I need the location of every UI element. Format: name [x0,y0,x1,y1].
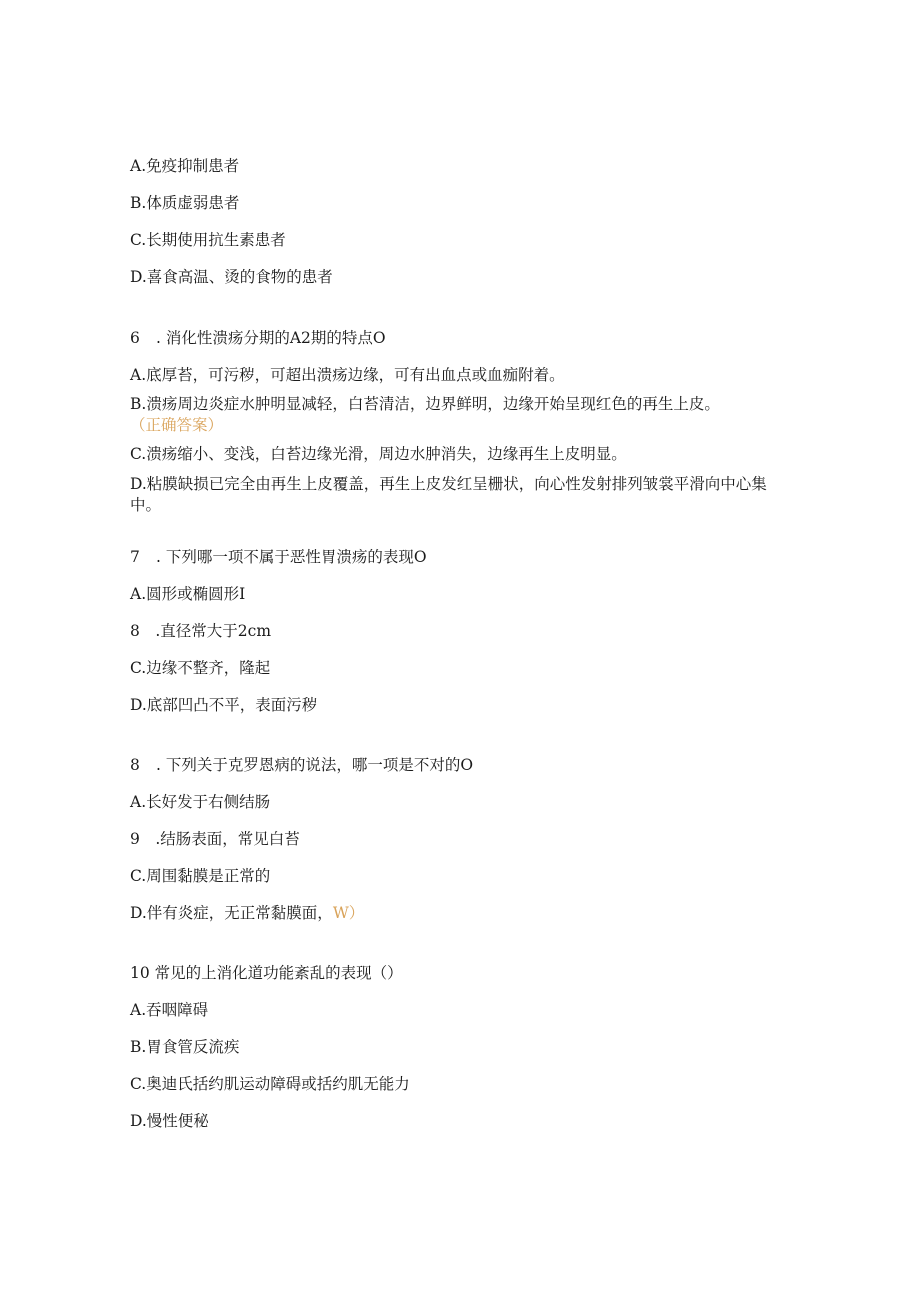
q6-stem-text: . 消化性溃疡分期的A2期的特点O [156,329,386,347]
q6-option-d: D.粘膜缺损已完全由再生上皮覆盖，再生上皮发红呈栅状，向心性发射排列皱裳平滑向中心集中。 [130,475,767,514]
q7-stem-text: . 下列哪一项不属于恶性胃溃疡的表现O [156,548,427,566]
q10-option-c: C.奥迪氏括约肌运动障碍或括约肌无能力 [130,1075,410,1093]
q6-stem [130,327,790,349]
q8-stem [130,754,790,776]
q5-option-a: A.免疫抑制患者 [130,157,240,175]
q10-option-d: D.慢性便秘 [130,1112,209,1130]
q5-option-c: C.长期使用抗生素患者 [130,231,286,249]
q7-option-d: D.底部凹凸不平，表面污秽 [130,696,318,714]
q5-option-b: B.体质虚弱患者 [130,194,240,212]
q8-option-d-text: D.伴有炎症，无正常黏膜面， [130,904,333,922]
q8-option-b: 9 .结肠表面，常见白苔 [130,830,300,848]
q7-stem [130,546,790,568]
q8-option-d [130,902,790,924]
q7-option-b: 8 .直径常大于2cm [130,622,272,640]
q8-option-c: C.周围黏膜是正常的 [130,867,271,885]
q7-option-c: C.边缘不整齐，隆起 [130,659,271,677]
q8-stem-text: . 下列关于克罗恩病的说法，哪一项是不对的O [156,756,474,774]
q6-correct-answer-mark: （正确答案） [130,416,224,434]
q6-option-b-text: B.溃疡周边炎症水肿明显减轻，白苔清洁，边界鲜明，边缘开始呈现红色的再生上皮。 [130,395,720,413]
q10-stem: 10 常见的上消化道功能紊乱的表现（） [130,964,403,982]
q8-number: 8 [130,756,140,774]
q10-option-a: A.吞咽障碍 [130,1001,209,1019]
q6-number: 6 [130,329,140,347]
q8-option-a: A.长好发于右侧结肠 [130,793,271,811]
q10-option-b: B.胃食管反流疾 [130,1038,240,1056]
q6-option-b [130,394,790,436]
q8-answer-mark: W） [332,904,365,922]
q5-option-d: D.喜食高温、烫的食物的患者 [130,268,333,286]
q7-number: 7 [130,548,140,566]
q6-option-a: A.底厚苔，可污秽，可超出溃疡边缘，可有出血点或血痂附着。 [130,366,565,384]
q6-option-c: C.溃疡缩小、变浅，白苔边缘光滑，周边水肿消失，边缘再生上皮明显。 [130,445,627,463]
q7-option-a: A.圆形或椭圆形I [130,585,246,603]
